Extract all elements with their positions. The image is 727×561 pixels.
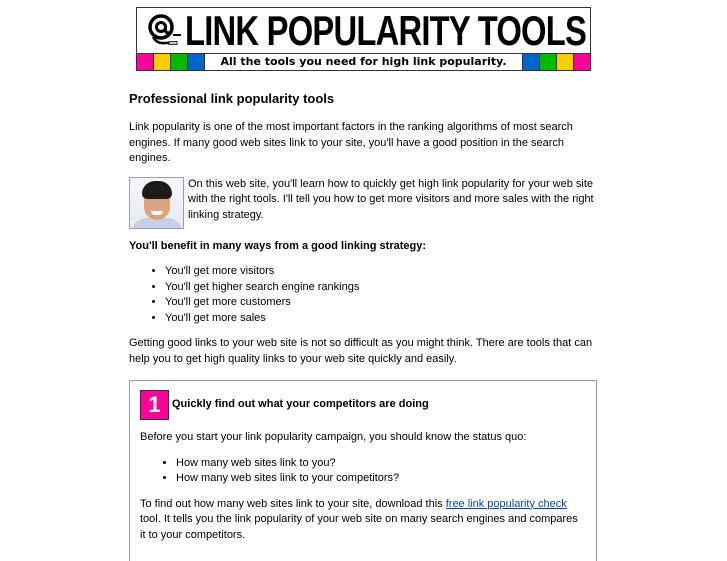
color-square-yellow bbox=[154, 54, 171, 70]
site-banner[interactable] bbox=[136, 7, 591, 71]
color-square-blue bbox=[523, 54, 540, 70]
banner-header bbox=[137, 8, 590, 53]
download-paragraph bbox=[140, 497, 586, 544]
color-square-yellow bbox=[557, 54, 574, 70]
main-content bbox=[129, 90, 599, 377]
benefits-heading: You'll benefit in many ways from a good linking strategy: bbox=[129, 239, 427, 252]
site-tagline: All the tools you need for high link popularity. bbox=[205, 54, 523, 71]
portrait-smile bbox=[151, 211, 163, 215]
download-text-after: tool. It tells you the link popularity of your web site on many search engines and compares it to your competitors. bbox=[140, 513, 578, 541]
banner-strip bbox=[137, 53, 590, 71]
list-item: • You'll get more customers bbox=[165, 295, 599, 311]
color-square-pink bbox=[137, 54, 154, 70]
list-item: • You'll get more sales bbox=[165, 311, 599, 327]
questions-list bbox=[140, 456, 586, 487]
color-square-blue bbox=[188, 54, 205, 70]
step-intro: Before you start your link popularity campaign, you should know the status quo: bbox=[140, 431, 527, 443]
list-item: • How many web sites link to your competitors? bbox=[176, 471, 586, 487]
page-title: Professional link popularity tools bbox=[129, 91, 335, 106]
intro-paragraph: Link popularity is one of the most important factors in the ranking algorithms of most search engines. If many good web sites link to your site, you'll have a good position in the search engines. bbox=[129, 121, 573, 164]
free-link-popularity-check-link[interactable]: free link popularity check bbox=[445, 497, 567, 510]
step-number-badge: 1 bbox=[140, 390, 169, 420]
step-title: Quickly find out what your competitors are doing bbox=[172, 398, 429, 411]
color-square-pink bbox=[574, 54, 590, 70]
list-item: • You'll get more visitors bbox=[165, 264, 599, 280]
list-item: • You'll get higher search engine rankings bbox=[165, 280, 599, 296]
benefits-list bbox=[129, 264, 599, 326]
tools-paragraph: Getting good links to your web site is not so difficult as you might think. There are tools that can help you to get high quality links to your web site quickly and easily. bbox=[129, 337, 593, 365]
step-1-header bbox=[140, 390, 586, 420]
at-sign-cable-icon bbox=[147, 13, 181, 47]
download-text-before: To find out how many web sites link to your site, download this bbox=[140, 497, 446, 510]
list-item: • How many web sites link to you? bbox=[176, 456, 586, 472]
portrait-hair bbox=[142, 181, 172, 199]
author-paragraph: On this web site, you'll learn how to quickly get high link popularity for your web site with the right tools. I'll tell you how to get more visitors and more sales with the right linking strategy. bbox=[188, 177, 594, 221]
site-title: LINK POPULARITY TOOLS bbox=[185, 7, 587, 54]
color-square-green bbox=[171, 54, 188, 70]
step-1-box bbox=[129, 380, 597, 561]
author-portrait-image bbox=[129, 177, 184, 229]
color-square-green bbox=[540, 54, 557, 70]
author-intro bbox=[129, 177, 599, 229]
